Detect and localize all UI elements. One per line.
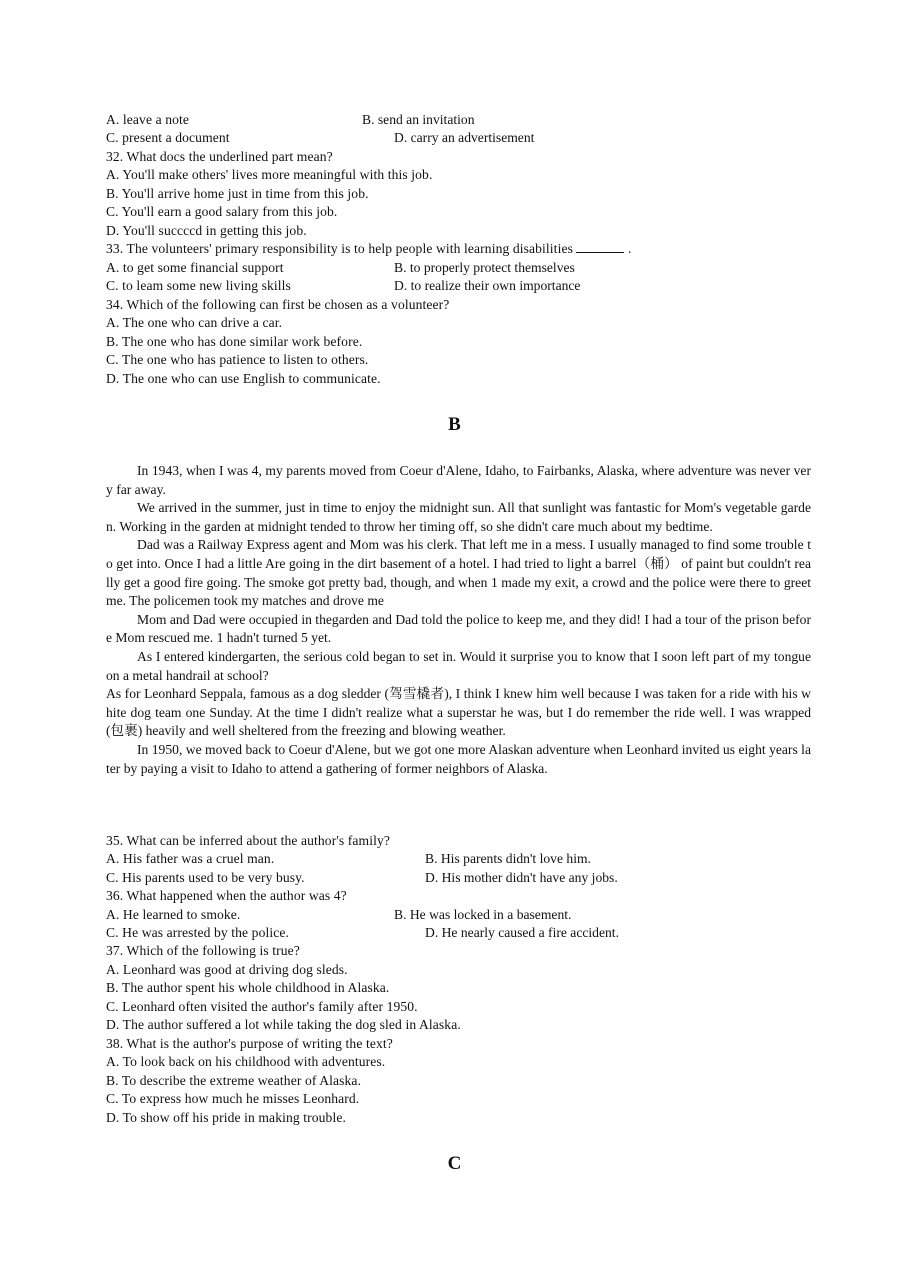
q36-option-a: A. He learned to smoke. [106,907,241,922]
q34-stem: 34. Which of the following can first be chosen as a volunteer? [106,297,450,312]
answer-blank [576,240,624,253]
q32-option-a: A. You'll make others' lives more meaningful with this job. [106,167,433,182]
passage-paragraph-6: As for Leonhard Seppala, famous as a dog sledder (驾雪橇者), I think I knew him well because I was taken for a ride with his white dog team one Sunday. At the time I didn't realize what a superstar he was, but I do remember the ride well. I was wrapped (包裹) heavily and well sheltered from the freezing and blowing weather. [106,686,811,739]
q33-option-c: C. to leam some new living skills [106,278,291,293]
passage-paragraph-5: As I entered kindergarten, the serious cold began to set in. Would it surprise you to know that I soon left part of my tongue on a metal handrail at school? [106,648,811,683]
q35-option-c: C. His parents used to be very busy. [106,870,305,885]
q34-option-c: C. The one who has patience to listen to others. [106,352,369,367]
q36-option-b: B. He was locked in a basement. [394,907,572,922]
q32-option-c: C. You'll earn a good salary from this job. [106,204,338,219]
passage-paragraph-7: In 1950, we moved back to Coeur d'Alene, but we got one more Alaskan adventure when Leonhard invited us eight years later by paying a visit to Idaho to attend a gathering of former neighbors of Alaska. [106,741,811,776]
q38-stem: 38. What is the author's purpose of writing the text? [106,1036,393,1051]
q36-stem: 36. What happened when the author was 4? [106,888,347,903]
q33-option-a: A. to get some financial support [106,260,284,275]
passage-b [106,462,811,778]
q37-option-b: B. The author spent his whole childhood in Alaska. [106,980,390,995]
q35-option-d: D. His mother didn't have any jobs. [425,870,618,885]
q36-option-c: C. He was arrested by the police. [106,925,289,940]
q37-stem: 37. Which of the following is true? [106,943,300,958]
q33-stem: 33. The volunteers' primary responsibility is to help people with learning disabilities [106,241,573,256]
q31-option-b: B. send an invitation [362,112,475,127]
q33-stem-end: . [627,241,632,256]
q36-option-d: D. He nearly caused a fire accident. [425,925,619,940]
q37-option-d: D. The author suffered a lot while taking the dog sled in Alaska. [106,1017,461,1032]
q32-option-d: D. You'll succccd in getting this job. [106,223,307,238]
passage-paragraph-3: Dad was a Railway Express agent and Mom was his clerk. That left me in a mess. I usually managed to find some trouble to get into. Once I had a little Are going in the dirt basement of a hotel. I had tried to light a barrel（桶） of paint but couldn't really get a good fire going. The smoke got pretty bad, though, and when 1 made my exit, a crowd and the police were there to greet me. The policemen took my matches and drove me [106,537,811,609]
q34-option-a: A. The one who can drive a car. [106,315,283,330]
q38-option-d: D. To show off his pride in making trouble. [106,1110,346,1125]
q37-option-c: C. Leonhard often visited the author's family after 1950. [106,999,418,1014]
q32-option-b: B. You'll arrive home just in time from this job. [106,186,369,201]
q37-option-a: A. Leonhard was good at driving dog sleds. [106,962,348,977]
q33-stem-line [106,240,631,258]
q31-option-a: A. leave a note [106,112,190,127]
section-c-heading: C [447,1153,462,1174]
q35-option-a: A. His father was a cruel man. [106,851,275,866]
section-b-heading: B [448,414,461,435]
q34-option-d: D. The one who can use English to communicate. [106,371,381,386]
q33-option-b: B. to properly protect themselves [394,260,575,275]
q38-option-b: B. To describe the extreme weather of Alaska. [106,1073,362,1088]
passage-paragraph-2: We arrived in the summer, just in time to enjoy the midnight sun. All that sunlight was fantastic for Mom's vegetable garden. Working in the garden at midnight tended to throw her timing off, so she didn't care much about my bedtime. [106,500,811,534]
passage-paragraph-1: In 1943, when I was 4, my parents moved from Coeur d'Alene, Idaho, to Fairbanks, Alaska, where adventure was never very far away. [106,463,811,497]
q31-option-c: C. present a document [106,130,230,145]
q35-option-b: B. His parents didn't love him. [425,851,591,866]
q34-option-b: B. The one who has done similar work before. [106,334,363,349]
q38-option-c: C. To express how much he misses Leonhard. [106,1091,360,1106]
q33-option-d: D. to realize their own importance [394,278,581,293]
q35-stem: 35. What can be inferred about the author's family? [106,833,390,848]
passage-paragraph-4: Mom and Dad were occupied in thegarden and Dad told the police to keep me, and they did! I had a tour of the prison before Mom rescued me. 1 hadn't turned 5 yet. [106,611,811,646]
q31-option-d: D. carry an advertisement [394,130,535,145]
q32-stem: 32. What docs the underlined part mean? [106,149,333,164]
q38-option-a: A. To look back on his childhood with adventures. [106,1054,386,1069]
